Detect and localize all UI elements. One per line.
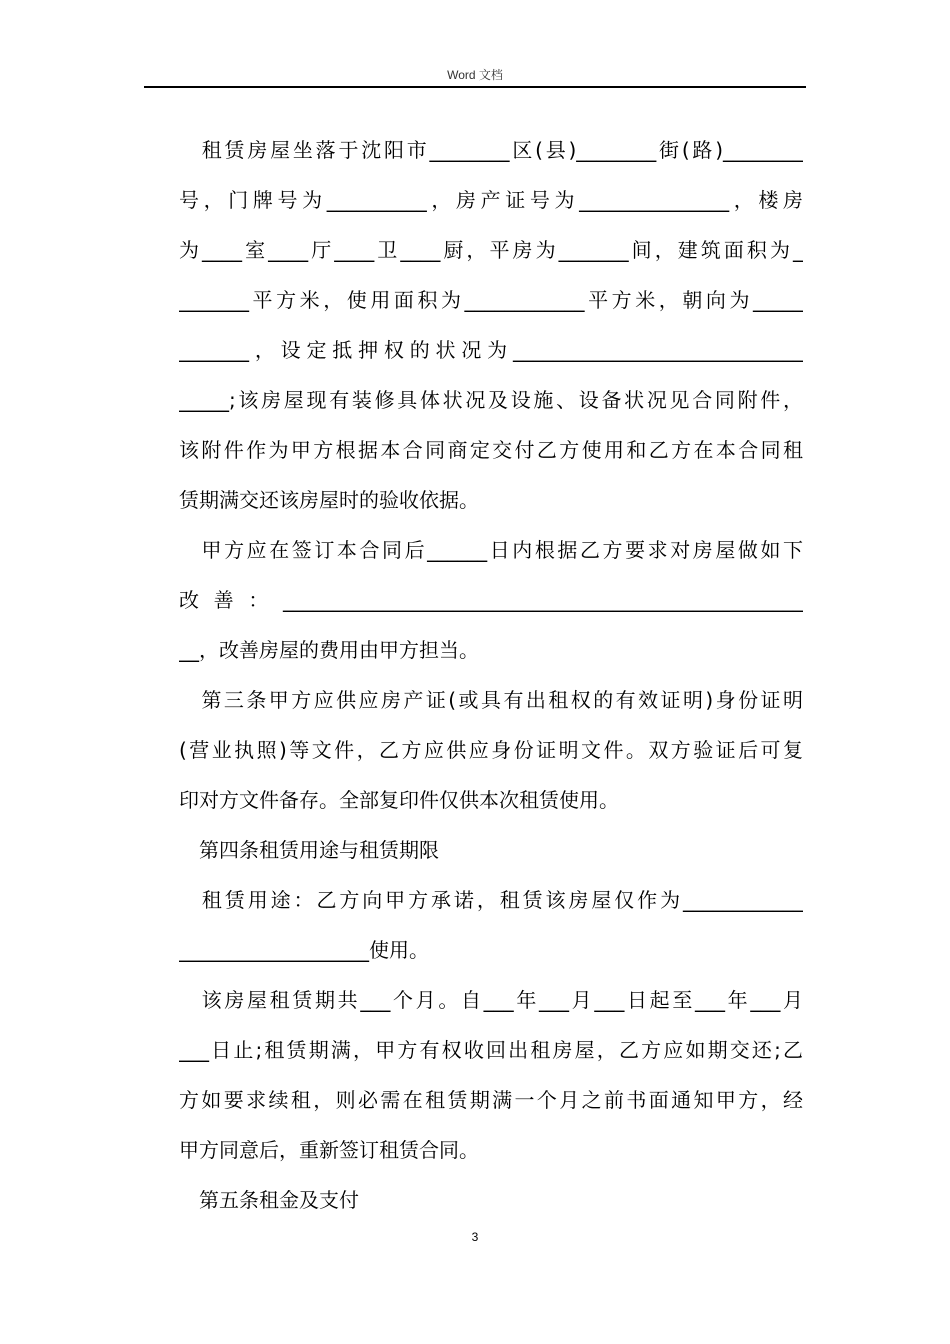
text-line: 为____室____厅____卫____厨，平房为_______间，建筑面积为_ xyxy=(179,238,803,262)
text-line: 该房屋租赁期共___个月。自___年___月___日起至___年___月 xyxy=(179,988,803,1012)
text-line: _______平方米，使用面积为____________平方米，朝向为_____ xyxy=(179,288,803,312)
text-line: 租赁用途：乙方向甲方承诺，租赁该房屋仅作为____________ xyxy=(179,888,803,912)
text-line: __，改善房屋的费用由甲方担当。 xyxy=(179,638,479,662)
text-line: 第三条甲方应供应房产证(或具有出租权的有效证明)身份证明 xyxy=(179,688,803,712)
text-line: (营业执照)等文件，乙方应供应身份证明文件。双方验证后可复 xyxy=(179,738,803,762)
text-line: 号，门牌号为__________，房产证号为_______________，楼房 xyxy=(179,188,803,212)
text-line: 该附件作为甲方根据本合同商定交付乙方使用和乙方在本合同租 xyxy=(179,438,803,462)
text-line: 赁期满交还该房屋时的验收依据。 xyxy=(179,488,479,512)
text-line: ___________________使用。 xyxy=(179,938,429,962)
text-line: ___日止;租赁期满，甲方有权收回出租房屋，乙方应如期交还;乙 xyxy=(179,1038,803,1062)
text-line: 印对方文件备存。全部复印件仅供本次租赁使用。 xyxy=(179,788,619,812)
text-line: 租赁房屋坐落于沈阳市________区(县)________街(路)________ xyxy=(179,138,803,162)
page-number: 3 xyxy=(471,1230,479,1244)
text-line: _____;该房屋现有装修具体状况及设施、设备状况见合同附件， xyxy=(179,388,803,412)
text-line: 甲方应在签订本合同后______日内根据乙方要求对房屋做如下 xyxy=(179,538,803,562)
section-heading: 第五条租金及支付 xyxy=(179,1188,359,1212)
page-header: Word 文档 xyxy=(447,68,503,82)
text-line: 甲方同意后，重新签订租赁合同。 xyxy=(179,1138,479,1162)
section-heading: 第四条租赁用途与租赁期限 xyxy=(179,838,439,862)
text-line: _______，设定抵押权的状况为_____________________________ xyxy=(179,338,803,362)
text-line: 方如要求续租，则必需在租赁期满一个月之前书面通知甲方，经 xyxy=(179,1088,803,1112)
text-line: 改善：____________________________________________________ xyxy=(179,588,803,612)
header-rule xyxy=(144,86,806,88)
